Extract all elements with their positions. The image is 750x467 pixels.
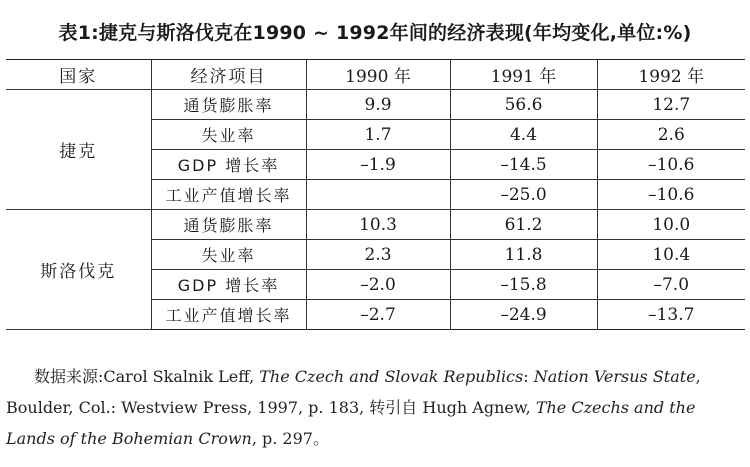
value-cell: 10.4: [597, 240, 745, 270]
book-title-1: The Czech and Slovak Republics: [259, 367, 524, 386]
value-cell: 11.8: [450, 240, 597, 270]
economic-table: [6, 59, 745, 330]
header-item: 经济项目: [151, 60, 306, 90]
item-label: 通货膨胀率: [151, 210, 306, 240]
item-label: GDP 增长率: [151, 270, 306, 300]
value-cell: 61.2: [450, 210, 597, 240]
item-label: GDP 增长率: [151, 150, 306, 180]
item-label: 工业产值增长率: [151, 300, 306, 330]
value-cell: 1.7: [306, 120, 450, 150]
item-label: 通货膨胀率: [151, 90, 306, 120]
source-prefix: 数据来源:Carol Skalnik Leff,: [34, 367, 260, 386]
header-1990: 1990 年: [306, 60, 450, 90]
table-row: [6, 210, 745, 240]
value-cell: 9.9: [306, 90, 450, 120]
country-czech: 捷克: [6, 90, 151, 210]
value-cell: 2.3: [306, 240, 450, 270]
source-line-3: [6, 423, 746, 454]
header-1992: 1992 年: [597, 60, 745, 90]
source-line-1: [6, 361, 746, 392]
value-cell: –7.0: [597, 270, 745, 300]
value-cell: 12.7: [597, 90, 745, 120]
item-label: 失业率: [151, 240, 306, 270]
source-colon: :: [523, 367, 534, 386]
value-cell: 10.3: [306, 210, 450, 240]
item-label: 失业率: [151, 120, 306, 150]
value-cell: –25.0: [450, 180, 597, 210]
book-title-2a: The Czechs and the: [535, 398, 696, 417]
value-cell: –13.7: [597, 300, 745, 330]
value-cell: [306, 180, 450, 210]
item-label: 工业产值增长率: [151, 180, 306, 210]
value-cell: –2.0: [306, 270, 450, 300]
value-cell: 4.4: [450, 120, 597, 150]
value-cell: 56.6: [450, 90, 597, 120]
country-slovakia: 斯洛伐克: [6, 210, 151, 330]
book-title-2b: Lands of the Bohemian Crown: [6, 429, 252, 448]
source-publisher: Boulder, Col.: Westview Press, 1997, p. 183, 转引自 Hugh Agnew,: [6, 398, 536, 417]
value-cell: –1.9: [306, 150, 450, 180]
value-cell: –10.6: [597, 150, 745, 180]
table-row: [6, 90, 745, 120]
value-cell: –14.5: [450, 150, 597, 180]
source-note: [6, 361, 746, 454]
value-cell: –2.7: [306, 300, 450, 330]
book-subtitle-1: Nation Versus State: [533, 367, 696, 386]
header-row: [6, 60, 745, 90]
header-country: 国家: [6, 60, 151, 90]
value-cell: –24.9: [450, 300, 597, 330]
value-cell: 2.6: [597, 120, 745, 150]
value-cell: –10.6: [597, 180, 745, 210]
source-suffix: , p. 297。: [251, 429, 329, 448]
source-comma: ,: [695, 367, 701, 386]
header-1991: 1991 年: [450, 60, 597, 90]
source-line-2: [6, 392, 746, 423]
table-title: 表1:捷克与斯洛伐克在1990 ~ 1992年间的经济表现(年均变化,单位:%): [58, 22, 692, 44]
value-cell: –15.8: [450, 270, 597, 300]
value-cell: 10.0: [597, 210, 745, 240]
